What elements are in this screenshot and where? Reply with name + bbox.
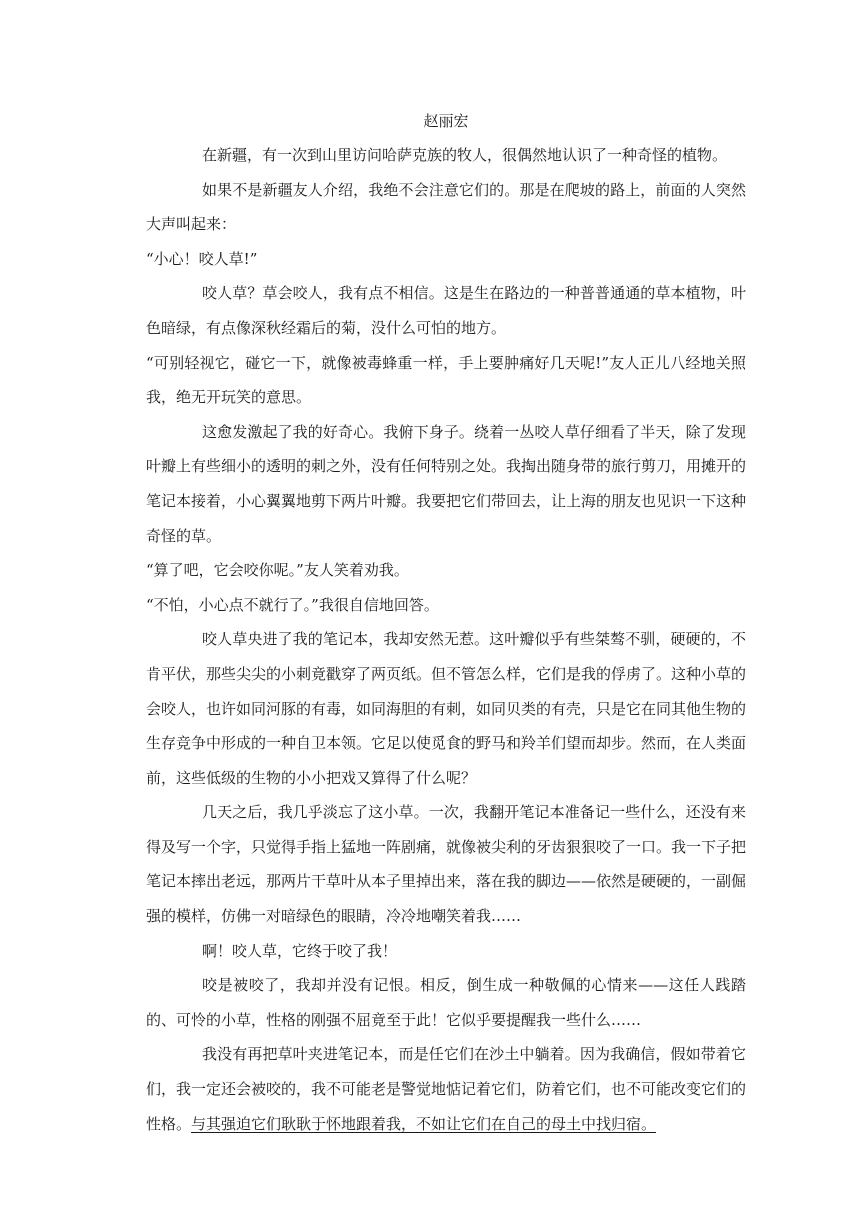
paragraph-2: 如果不是新疆友人介绍，我绝不会注意它们的。那是在爬坡的路上，前面的人突然大声叫起来： bbox=[146, 180, 746, 234]
paragraph-5: “可别轻视它，碰它一下，就像被毒蜂重一样，手上要肿痛好几天呢!”友人正儿八经地关照我，绝无开玩笑的意思。 bbox=[146, 353, 746, 407]
paragraph-13-text: 我没有再把草叶夹进笔记本，而是任它们在沙土中躺着。因为我确信，假如带着它们，我一定还会被咬的，我不可能老是警觉地惦记着它们，防着它们，也不可能改变它们的性格。 bbox=[146, 1045, 747, 1133]
paragraph-6: 这愈发激起了我的好奇心。我俯下身子。绕着一丛咬人草仔细看了半天，除了发现叶瓣上有些细小的透明的刺之外，没有任何特别之处。我掏出随身带的旅行剪刀，用摊开的笔记本接着，小心翼翼地剪下两片叶瓣。我要把它们带回去，让上海的朋友也见识一下这种奇怪的草。 bbox=[146, 422, 747, 545]
article bbox=[146, 104, 746, 1141]
paragraph-9: 咬人草央进了我的笔记本，我却安然无惹。这叶瓣似乎有些桀骜不驯，硬硬的，不肯平伏，那些尖尖的小刺竟戳穿了两页纸。但不管怎么样，它们是我的俘虏了。这种小草的会咬人，也许如同河豚的有毒，如同海胆的有刺，如同贝类的有壳，只是它在同其他生物的生存竞争中形成的一种自卫本领。它足以使觅食的野马和羚羊们望而却步。然而，在人类面前，这些低级的生物的小小把戏又算得了什么呢？ bbox=[146, 630, 747, 787]
paragraph-7: “算了吧，它会咬你呢。”友人笑着劝我。 bbox=[146, 561, 409, 580]
paragraph-3: “小心！咬人草!” bbox=[146, 249, 258, 268]
paragraph-4: 咬人草？草会咬人，我有点不相信。这是生在路边的一种普普通通的草本植物，叶色暗绿，有点像深秋经霜后的菊，没什么可怕的地方。 bbox=[146, 284, 746, 337]
paragraph-11: 啊！咬人草，它终于咬了我！ bbox=[202, 941, 398, 960]
underlined-sentence: 与其强迫它们耿耿于怀地跟着我，不如让它们在自己的母土中找归宿。 bbox=[191, 1114, 657, 1133]
author-name: 赵丽宏 bbox=[423, 112, 469, 130]
paragraph-13 bbox=[146, 1037, 746, 1141]
paragraph-1: 在新疆，有一次到山里访问哈萨克族的牧人，很偶然地认识了一种奇怪的植物。 bbox=[202, 146, 728, 164]
paragraph-8: “不怕，小心点不就行了。”我很自信地回答。 bbox=[146, 595, 439, 614]
paragraph-12: 咬是被咬了，我却并没有记恨。相反，倒生成一种敬佩的心情来——这任人践踏的、可怜的小草，性格的刚强不屈竟至于此！它似乎要提醒我一些什么…… bbox=[146, 976, 746, 1029]
paragraph-10: 几天之后，我几乎淡忘了这小草。一次，我翻开笔记本准备记一些什么，还没有来得及写一个字，只觉得手指上猛地一阵剧痛，就像被尖利的牙齿狠狠咬了一口。我一下子把笔记本摔出老远，那两片干草叶从本子里掉出来，落在我的脚边——依然是硬硬的，一副倔强的模样，仿佛一对暗绿色的眼睛，冷冷地嘲笑着我…… bbox=[146, 803, 747, 926]
